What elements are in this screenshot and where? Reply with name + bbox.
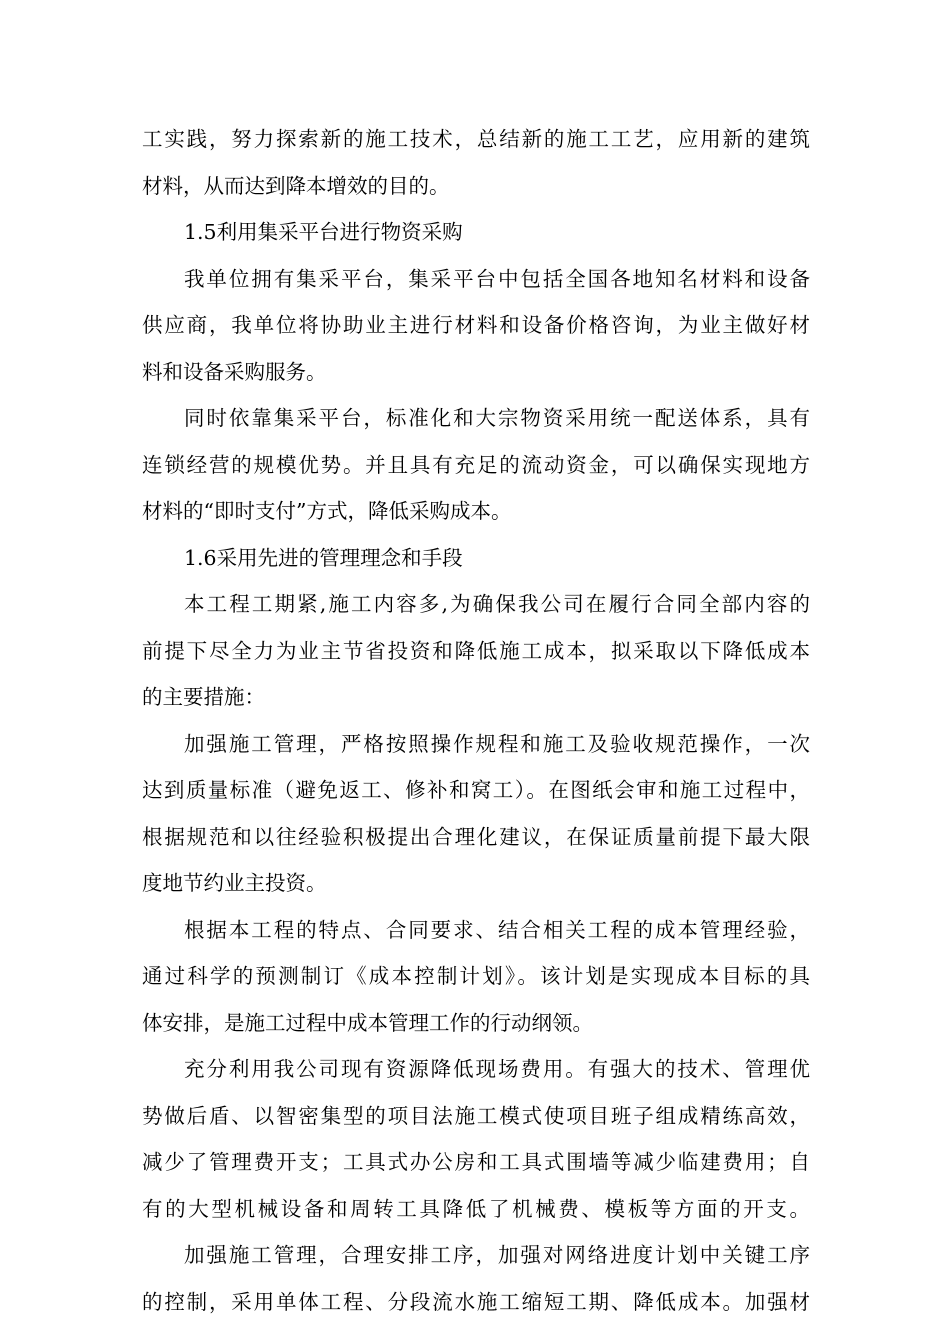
text-line: 度地节约业主投资。 bbox=[142, 871, 327, 895]
text-line: 达到质量标准（避免返工、修补和窝工）。在图纸会审和施工过程中， bbox=[142, 778, 810, 802]
paragraph-1-6-d bbox=[142, 1046, 810, 1232]
text-line: 本工程工期紧,施工内容多,为确保我公司在履行合同全部内容的 bbox=[184, 592, 810, 616]
text-line: 材料，从而达到降本增效的目的。 bbox=[142, 173, 450, 198]
text-line: 的控制，采用单体工程、分段流水施工缩短工期、降低成本。加强材 bbox=[142, 1289, 810, 1314]
document-body bbox=[142, 116, 810, 1325]
text-line: 根据本工程的特点、合同要求、结合相关工程的成本管理经验， bbox=[184, 917, 810, 942]
section-heading-1-5 bbox=[142, 209, 810, 256]
text-line: 我单位拥有集采平台，集采平台中包括全国各地知名材料和设备 bbox=[184, 266, 810, 291]
paragraph-1-6-e bbox=[142, 1232, 810, 1325]
section-heading-text: 1.5利用集采平台进行物资采购 bbox=[184, 220, 463, 244]
text-line: 的主要措施： bbox=[142, 685, 265, 709]
text-line: 根据规范和以往经验积极提出合理化建议，在保证质量前提下最大限 bbox=[142, 824, 810, 849]
text-line: 工实践，努力探索新的施工技术，总结新的施工工艺，应用新的建筑 bbox=[142, 127, 810, 151]
section-heading-1-6 bbox=[142, 535, 810, 582]
text-line: 同时依靠集采平台，标准化和大宗物资采用统一配送体系，具有 bbox=[184, 406, 810, 430]
paragraph-1-6-a bbox=[142, 581, 810, 721]
text-line: 加强施工管理，严格按照操作规程和施工及验收规范操作，一次 bbox=[184, 731, 810, 756]
text-line: 加强施工管理，合理安排工序，加强对网络进度计划中关键工序 bbox=[184, 1243, 810, 1267]
paragraph-intro-continued bbox=[142, 116, 810, 209]
text-line: 材料的“即时支付”方式，降低采购成本。 bbox=[142, 499, 512, 523]
text-line: 充分利用我公司现有资源降低现场费用。有强大的技术、管理优 bbox=[184, 1057, 810, 1081]
text-line: 前提下尽全力为业主节省投资和降低施工成本，拟采取以下降低成本 bbox=[142, 638, 810, 663]
paragraph-1-6-c bbox=[142, 907, 810, 1047]
paragraph-1-6-b bbox=[142, 721, 810, 907]
text-line: 料和设备采购服务。 bbox=[142, 359, 327, 384]
paragraph-1-5-b bbox=[142, 395, 810, 535]
text-line: 势做后盾、以智密集型的项目法施工模式使项目班子组成精练高效， bbox=[142, 1103, 810, 1128]
section-heading-text: 1.6采用先进的管理理念和手段 bbox=[184, 545, 463, 570]
text-line: 体安排，是施工过程中成本管理工作的行动纲领。 bbox=[142, 1010, 593, 1035]
text-line: 通过科学的预测制订《成本控制计划》。该计划是实现成本目标的具 bbox=[142, 964, 810, 988]
paragraph-1-5-a bbox=[142, 256, 810, 396]
text-line: 连锁经营的规模优势。并且具有充足的流动资金，可以确保实现地方 bbox=[142, 452, 810, 477]
text-line: 减少了管理费开支；工具式办公房和工具式围墙等减少临建费用；自 bbox=[142, 1150, 810, 1174]
text-line: 供应商，我单位将协助业主进行材料和设备价格咨询，为业主做好材 bbox=[142, 313, 810, 337]
text-line: 有的大型机械设备和周转工具降低了机械费、模板等方面的开支。 bbox=[142, 1196, 810, 1221]
